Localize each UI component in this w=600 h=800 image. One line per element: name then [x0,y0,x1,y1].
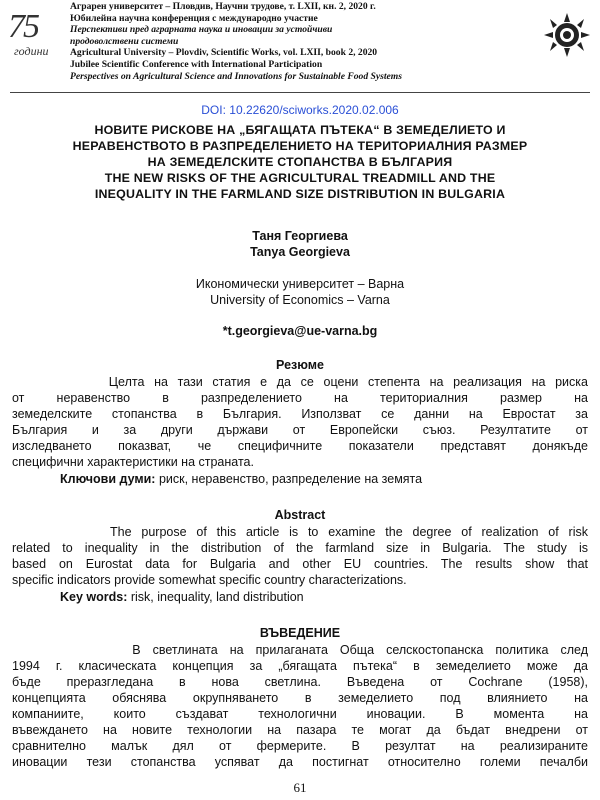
resume-body [12,374,588,470]
intro-line: компаниите, които създават технологични иновации. В момента на [12,707,588,721]
author-name-en: Tanya Georgieva [250,245,350,259]
title-line: НОВИТЕ РИСКОВЕ НА „БЯГАЩАТА ПЪТЕКА“ В ЗЕМЕДЕЛИЕТО И [94,123,506,137]
resume-line: специфични характеристики на страната. [12,455,254,469]
affiliation-bg: Икономически университет – Варна [195,277,405,291]
resume-heading: Резюме [276,358,324,372]
header-line: Perspectives on Agricultural Science and Innovations for Sustainable Food Systems [70,70,402,82]
author-name-bg: Таня Георгиева [252,229,348,243]
page-number: 61 [293,780,307,795]
university-emblem-icon [540,10,594,60]
keywords-label: Ключови думи: [60,472,156,486]
intro-line: концепцията обяснява окрупняването в земеделието под влиянието на [12,691,588,705]
paper-title [20,122,580,202]
header-line: Jubilee Scientific Conference with International Participation [70,58,323,70]
keywords-text: риск, неравенство, разпределение на земята [155,472,423,486]
header-line: Перспективи пред аграрната наука и иновации за устойчиви [70,24,333,36]
intro-line: бъде преразгледана в нова светлина. Въведена от Cochrane (1958), [12,675,588,689]
intro-line: 1994 г. класическата концепция за „бягащата пътека“ в земеделието може да [12,659,588,673]
header-line: Agricultural University – Plovdiv, Scientific Works, vol. LXII, book 2, 2020 [70,47,378,59]
title-line: НЕРАВЕНСТВОТО В РАЗПРЕДЕЛЕНИЕТО НА ТЕРИТОРИАЛНИЯ РАЗМЕР [72,139,528,153]
anniversary-logo [6,6,58,66]
logo-word: години [14,44,49,58]
header-line: продоволствени системи [70,35,179,47]
header-line: Аграрен университет – Пловдив, Научни трудове, т. LXII, кн. 2, 2020 г. [70,1,376,12]
abstract-line: based on Eurostat data for Bulgaria and other EU countries. The results show that [12,557,588,571]
resume-line: Целта на тази статия е да се оцени степента на реализация на риска [12,375,588,389]
abstract-body [12,524,588,588]
title-line: THE NEW RISKS OF THE AGRICULTURAL TREADMILL AND THE [104,171,496,185]
introduction-heading: ВЪВЕДЕНИЕ [259,626,341,640]
doi-link[interactable]: DOI: 10.22620/sciworks.2020.02.006 [201,103,399,117]
title-line: НА ЗЕМЕДЕЛСКИТЕ СТОПАНСТВА В БЪЛГАРИЯ [147,155,453,169]
introduction-body [12,642,588,770]
resume-line: земеделските стопанства в България. Използват се данни на Евростат за [12,407,588,421]
resume-line: изследването показват, че специфичните показатели представят донякъде [12,439,588,453]
affiliation-en: University of Economics – Varna [210,293,390,307]
title-line: INEQUALITY IN THE FARMLAND SIZE DISTRIBUTION IN BULGARIA [94,187,506,201]
authors [0,228,600,260]
journal-info [70,1,540,82]
header-divider [10,92,590,93]
affiliations [0,276,600,308]
keywords-label: Key words: [60,590,128,604]
intro-line: иновации тези стопанства успяват да постигнат относително големи печалби [12,755,588,769]
keywords-text: risk, inequality, land distribution [127,590,304,604]
abstract-line: related to inequality in the distribution of the farmland size in Bulgaria. The study is [12,541,588,555]
logo-number: 75 [8,8,38,45]
abstract-line: specific indicators provide somewhat specific country characterizations. [12,573,407,587]
header-line: Юбилейна научна конференция с международно участие [70,12,318,24]
abstract-heading: Abstract [274,508,326,522]
intro-line: въвеждането на новите технологии на пазара те могат да бъдат внедрени от [12,723,588,737]
author-email: *t.georgieva@ue-varna.bg [222,324,378,338]
resume-keywords [60,472,422,486]
intro-line: В светлината на прилаганата Обща селскостопанска политика след [12,643,588,657]
abstract-line: The purpose of this article is to examine the degree of realization of risk [12,525,588,539]
abstract-keywords [60,590,304,604]
resume-line: България и за други държави от Европейски съюз. Резултатите от [12,423,588,437]
resume-line: от неравенство в разпределението на териториалния размер на [12,391,588,405]
journal-header [0,0,600,94]
intro-line: сравнително малък дял от фермерите. В резултат на реализираните [12,739,588,753]
